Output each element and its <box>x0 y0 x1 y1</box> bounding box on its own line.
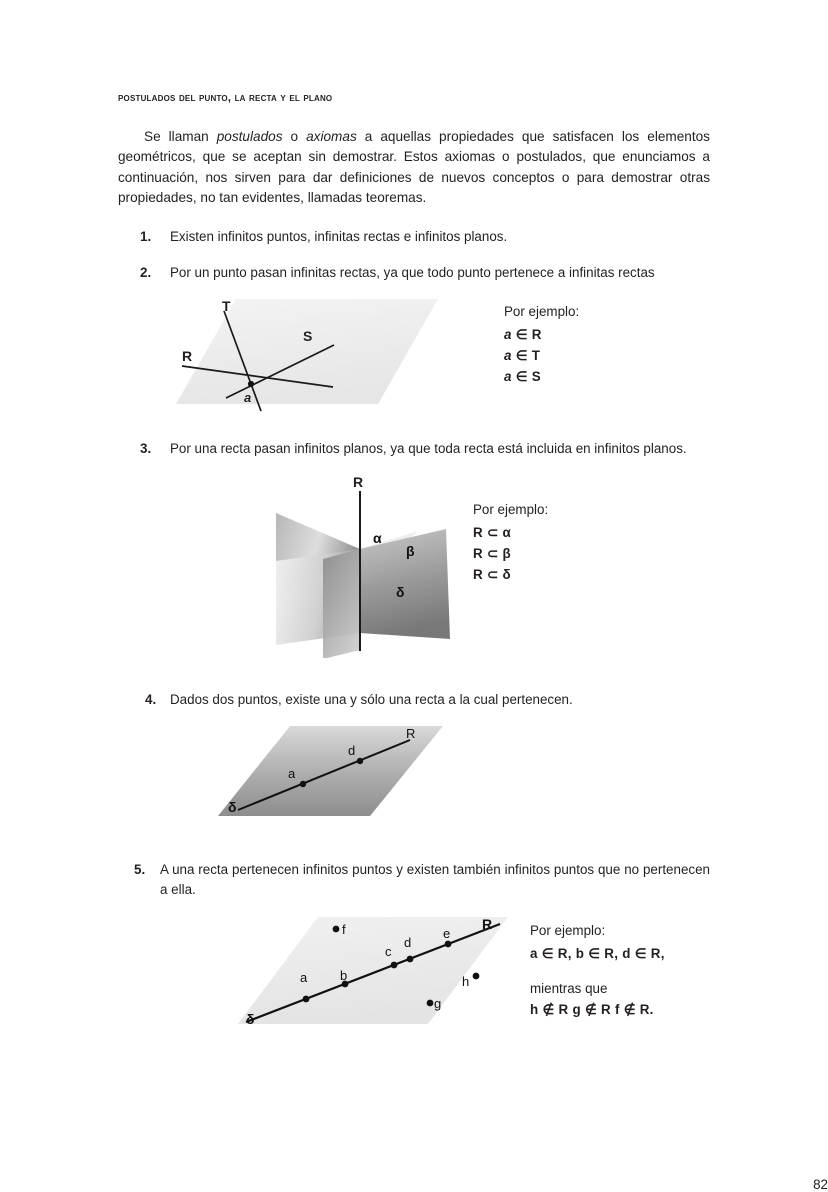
postulate-text-1: Existen infinitos puntos, infinitas rectas e infinitos planos. <box>170 228 508 244</box>
figure-1-plane-shape <box>176 299 438 404</box>
figure-1-label-t: T <box>222 298 231 314</box>
intro-italic-postulados: postulados <box>216 128 283 144</box>
figure-3-label-delta: δ <box>228 798 237 815</box>
figure-3-point-d-dot <box>357 757 363 763</box>
figure-4-example-block <box>530 920 665 1020</box>
figure-3-row <box>118 724 710 834</box>
figure-4-point-e-dot <box>445 940 452 947</box>
figure-4-example-mientras: mientras que <box>530 980 608 996</box>
figure-1-relation-3 <box>504 366 579 387</box>
figure-1-rel3-set: S <box>531 368 542 384</box>
figure-1-relation-2 <box>504 345 579 366</box>
postulate-item-3 <box>118 439 710 459</box>
intro-text-part3: a aquellas propiedades que satisfacen los elementos geométricos, que se aceptan sin demostrar. Estos axiomas o postulados, que enunciamos a continuación, nos sirven para dar definiciones de nuevos conceptos o para demostrar otras propiedades, no tan evidentes, llamadas teoremas. <box>118 128 710 206</box>
postulate-item-4 <box>118 690 710 710</box>
figure-1-label-a: a <box>244 389 252 405</box>
figure-4-row <box>118 914 710 1044</box>
figure-1-rel2-point: a <box>504 347 512 363</box>
figure-1-point-a-dot <box>248 381 254 387</box>
intro-italic-axiomas: axiomas <box>306 128 357 144</box>
figure-4-label-h: h <box>462 973 470 989</box>
figure-4-label-a: a <box>300 969 308 985</box>
figure-2-example-block <box>473 499 548 585</box>
postulate-number-3: 3. <box>140 440 152 456</box>
figure-3-label-r: R <box>406 725 416 741</box>
figure-4-label-c: c <box>385 943 392 959</box>
figure-4-point-f-dot <box>333 925 340 932</box>
figure-1-rel2-symbol: ∈ <box>515 347 528 363</box>
postulate-item-2 <box>118 263 710 283</box>
figure-2-relation-3: R ⊂ δ <box>473 566 511 582</box>
postulate-item-1 <box>118 227 710 247</box>
figure-4-label-delta: δ <box>246 1010 255 1027</box>
figure-1-relation-1 <box>504 324 579 345</box>
figure-4-point-h-dot <box>473 972 480 979</box>
postulate-number-2: 2. <box>140 264 152 280</box>
figure-1-example-lead: Por ejemplo: <box>504 303 580 319</box>
figure-4-example-spacer <box>530 964 665 978</box>
figure-2-label-beta: β <box>406 542 415 559</box>
figure-2-label-r: R <box>353 473 364 490</box>
postulate-number-4: 4. <box>145 691 157 707</box>
figure-4-point-d-dot <box>407 955 414 962</box>
postulate-item-5 <box>118 860 710 900</box>
figure-1-label-s: S <box>303 327 313 344</box>
figure-4-point-c-dot <box>391 961 398 968</box>
figure-4-plane-shape <box>238 917 508 1024</box>
figure-3-label-a: a <box>288 765 296 781</box>
figure-1-rel1-set: R <box>531 326 542 342</box>
figure-1-rel1-symbol: ∈ <box>515 326 528 342</box>
figure-2-row <box>118 473 710 658</box>
intro-text-part1: Se llaman <box>144 128 217 144</box>
figure-2-relation-1: R ⊂ α <box>473 524 512 540</box>
postulate-text-4: Dados dos puntos, existe una y sólo una recta a la cual pertenecen. <box>170 691 573 707</box>
figure-2-example-lead: Por ejemplo: <box>473 501 549 517</box>
page-content <box>118 92 828 1192</box>
figure-2-relation-2: R ⊂ β <box>473 545 512 561</box>
figure-2-label-alpha: α <box>373 529 382 546</box>
postulate-text-3: Por una recta pasan infinitos planos, ya que toda recta está incluida en infinitos planos. <box>170 440 687 456</box>
postulate-number-5: 5. <box>134 861 146 877</box>
figure-4-label-g: g <box>434 995 442 1011</box>
page-number: 82 <box>813 1177 828 1192</box>
postulate-text-5: A una recta pertenecen infinitos puntos y existen también infinitos puntos que no pertenecen a ella. <box>160 861 710 897</box>
figure-1-row <box>118 299 710 417</box>
figure-2-plane-beta-center <box>323 549 360 658</box>
figure-4-relation-line-1: a ∈ R, b ∈ R, d ∈ R, <box>530 945 665 961</box>
figure-4-label-e: e <box>443 925 451 941</box>
intro-text-part2: o <box>282 128 307 144</box>
figure-4-point-g-dot <box>427 999 434 1006</box>
figure-4-label-r: R <box>482 915 493 932</box>
figure-4-label-b: b <box>340 967 348 983</box>
postulate-number-1: 1. <box>140 228 152 244</box>
figure-1-plane-with-three-concurrent-lines <box>118 299 710 417</box>
figure-1-rel3-point: a <box>504 368 512 384</box>
intro-paragraph <box>118 127 710 209</box>
figure-4-point-a-dot <box>303 995 310 1002</box>
postulate-text-2: Por un punto pasan infinitas rectas, ya que todo punto pertenece a infinitas rectas <box>170 264 655 280</box>
figure-1-label-r: R <box>182 347 193 364</box>
figure-4-example-lead: Por ejemplo: <box>530 922 606 938</box>
figure-4-label-f: f <box>342 921 346 937</box>
figure-3-two-points-determine-a-line <box>118 724 710 834</box>
figure-1-rel3-symbol: ∈ <box>515 368 528 384</box>
figure-4-label-d: d <box>404 934 412 950</box>
figure-4-relation-line-2: h ∉ R g ∉ R f ∉ R. <box>530 1001 654 1017</box>
figure-3-point-a-dot <box>300 780 306 786</box>
figure-2-label-delta: δ <box>396 583 405 600</box>
figure-2-line-through-three-planes <box>118 473 710 658</box>
figure-3-label-d: d <box>348 742 356 758</box>
section-heading: postulados del punto, la recta y el plano <box>118 92 333 104</box>
figure-1-rel2-set: T <box>531 347 541 363</box>
figure-1-rel1-point: a <box>504 326 512 342</box>
figure-1-example-block <box>504 301 579 387</box>
